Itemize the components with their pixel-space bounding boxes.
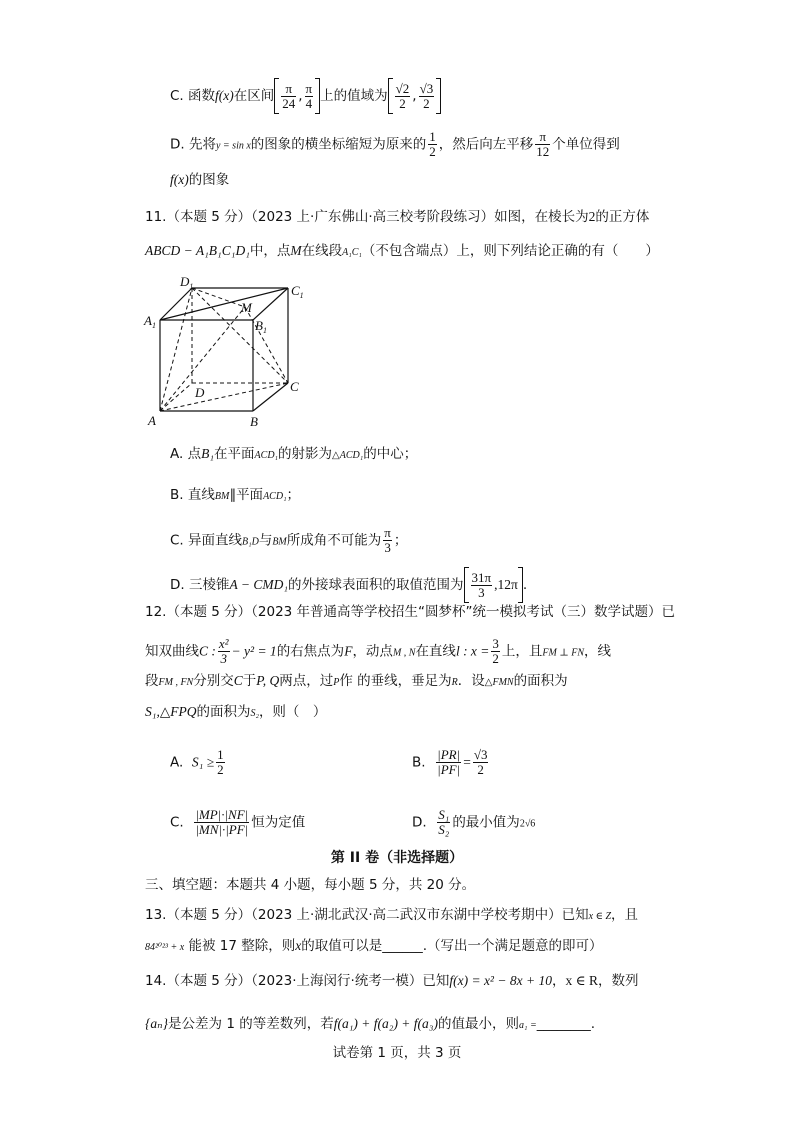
q10-option-d-line2: f(x)的图象 — [170, 172, 230, 188]
section-subtitle: 三、填空题：本题共 4 小题，每小题 5 分，共 20 分。 — [145, 877, 476, 893]
q12-option-c: C. $\frac{|MP|\cdot|NF|}{|MN|\cdot|PF|}$ 恒为定值 — [170, 807, 306, 837]
q11-option-d: D. 三棱锥A − CMD₁的外接球表面积的取值范围为 $\frac{31\pi}{3}$ ,12π . — [170, 567, 527, 603]
label-C1: $C_1$ — [291, 283, 304, 300]
edge-M-C — [245, 307, 288, 383]
q12-line3: 段FM , FN分别交C于P, Q两点，过P作 的垂线，垂足为R．设△FMN的面积为 — [145, 673, 568, 689]
q11-option-a: A. 点B₁在平面ACD₁的射影为△ACD₁的中心； — [170, 446, 418, 462]
label-M: M — [241, 300, 252, 315]
q12-option-b: B. $\frac{|PR|}{|PF|}$ = $\frac{√3}{2}$ — [412, 747, 488, 777]
q12-option-d: D. $\frac{\text{S₁}}{\text{S₂}}$ 的最小值为2√6 — [412, 807, 536, 837]
label-A: A — [148, 413, 156, 428]
label-D: D — [195, 385, 205, 400]
section-title: 第 II 卷（非选择题） — [330, 850, 464, 866]
q12-line4: S₁,△FPQ的面积为S₂，则（ ） — [145, 704, 327, 720]
q12-header: 12.（本题 5 分）（2023 年普通高等学校招生“圆梦杯”统一模拟考试（三）数学试题）已 — [145, 604, 676, 620]
q14-line2: {aₙ}是公差为 1 的等差数列，若f(a₁) + f(a₂) + f(a₃)的值最小，则a₁ =________. — [145, 1016, 596, 1032]
q10-option-c: C. 函数f(x)在区间 $\frac{\pi}{24}$ , $\frac{\pi}{4}$ 上的值域为 $\frac{√2}{2}$ , $\frac{√3}{2}$ — [170, 78, 441, 114]
q10-option-d: D. 先将y = sin x的图象的横坐标缩短为原来的 $\frac{1}{2}$ ，然后向左平移 $\frac{\pi}{12}$ 个单位得到 — [170, 129, 620, 159]
q11-line2: ABCD − A₁B₁C₁D₁中，点M在线段A₁C₁（不包含端点）上，则下列结论正确的有（ ） — [145, 243, 659, 259]
q11-option-b: B. 直线BM∥平面ACD₁； — [170, 487, 301, 503]
q12-option-a: A. S₁ ≥ $\frac{1}{2}$ — [170, 747, 224, 777]
label-D1: $D_1$ — [180, 275, 194, 291]
edge-A1-D1 — [160, 288, 192, 320]
label-A1: $A_1$ — [144, 313, 156, 330]
label-B1: $B_1$ — [255, 318, 267, 335]
label-B: B — [250, 414, 258, 429]
q13-line2: 84²⁰²³ + x 能被 17 整除，则x的取值可以是______.（写出一个满足题意的即可） — [145, 938, 603, 954]
edge-A-D — [160, 383, 192, 411]
edge-A1-C1 — [160, 288, 288, 320]
q13-header: 13.（本题 5 分）（2023 上·湖北武汉·高二武汉市东湖中学校考期中）已知x ∈ Z，且 — [145, 907, 639, 923]
q11-header: 11.（本题 5 分）（2023 上·广东佛山·高三校考阶段练习）如图，在棱长为2的正方体 — [145, 209, 650, 225]
page-footer: 试卷第 1 页，共 3 页 — [332, 1045, 462, 1061]
edge-D1-M — [192, 288, 245, 307]
q14-header: 14.（本题 5 分）（2023·上海闵行·统考一模）已知f(x) = x² − 8x + 10，x ∈ R，数列 — [145, 973, 639, 989]
q12-line2: 知双曲线C : $\frac{\text{x²}}{3}$ − y² = 1的右焦点为F，动点M , N在直线l : x = $\frac{3}{2}$ 上，且FM ⊥ FN，线 — [145, 636, 612, 666]
edge-D1-C — [192, 288, 288, 383]
q11-option-c: C. 异面直线B₁D与BM所成角不可能为 $\frac{\pi}{3}$ ； — [170, 525, 408, 555]
cube-figure — [140, 275, 315, 435]
edge-A-D1 — [160, 288, 192, 411]
label-C: C — [290, 379, 299, 394]
